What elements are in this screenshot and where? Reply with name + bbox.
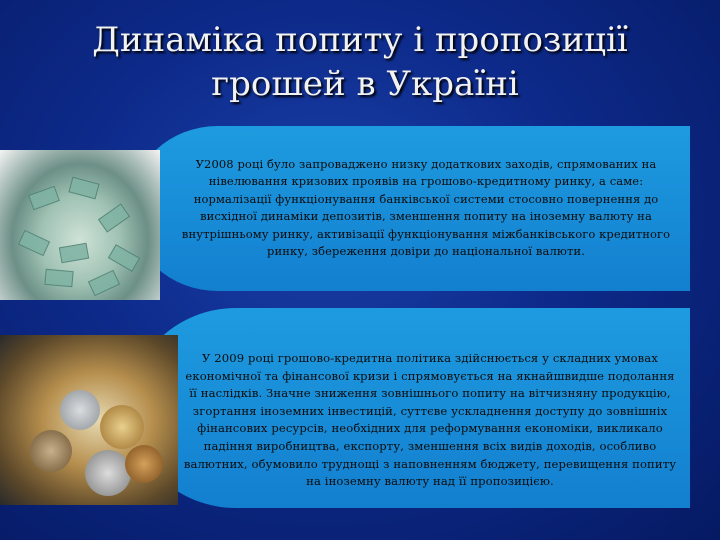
banknote-shape (18, 230, 50, 256)
coin-shape (125, 445, 163, 483)
banknote-shape (28, 186, 60, 211)
coin-shape (60, 390, 100, 430)
paragraph-2009: У 2009 році грошово-кредитна політика здійснюється у складних умовах економічної та фінансової кризи і спрямовується на якнайшвидше подолання її наслідків. Значне зниження зовнішнього попиту на вітчизняну продукцію, згортання іноземних інвестицій, суттєве ускладнення доступу до зовнішніх фінансових ресурсів, необхідних для реформування економіки, викликало падіння виробництва, експорту, зменшення всіх видів доходів, особливо валютних, обумовило труднощі з наповненням бюджету, перевищення попиту на іноземну валюту над її пропозицією. (183, 351, 677, 489)
banknote-shape (44, 269, 73, 287)
banknote-shape (68, 177, 99, 200)
banknote-shape (108, 244, 140, 272)
banknotes-photo (0, 150, 160, 300)
banknote-shape (88, 270, 120, 296)
slide-title (0, 18, 720, 106)
banknote-shape (59, 243, 89, 264)
title-line-1: Динаміка попиту і пропозиції (92, 20, 628, 60)
coins-photo (0, 335, 178, 505)
coin-shape (30, 430, 72, 472)
coin-shape (100, 405, 144, 449)
coin-shape (85, 450, 131, 496)
banknote-shape (98, 203, 130, 232)
paragraph-2008: У2008 році було запроваджено низку додаткових заходів, спрямованих на нівелювання кризових проявів на грошово-кредитному ринку, а саме: нормалізації функціонування банківської системи стосовно повернення до висхідної динаміки депозитів, зменшення попиту на іноземну валюту на внутрішньому ринку, активізації функціонування міжбанківського кредитного ринку, збереження довіри до національної валюти. (181, 157, 671, 259)
title-line-2: грошей в Україні (211, 64, 519, 104)
